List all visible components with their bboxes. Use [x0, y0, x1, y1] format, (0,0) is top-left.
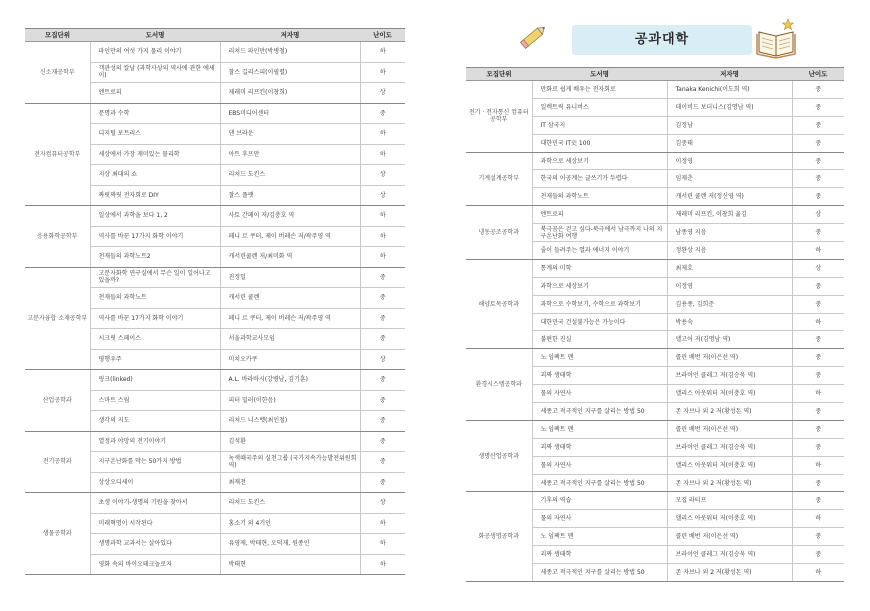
book-cell: 역사를 바꾼 17가지 화학 이야기	[90, 226, 220, 247]
book-cell: 과학으로 세상보기	[532, 152, 667, 170]
level-cell: 하	[792, 510, 844, 528]
level-cell: 중	[360, 370, 405, 391]
page-title: 공과대학	[634, 32, 690, 47]
level-cell: 하	[360, 206, 405, 227]
level-cell: 상	[360, 493, 405, 514]
author-cell: 김용종, 김희준	[667, 295, 792, 313]
page-title-banner	[572, 25, 752, 55]
book-cell: 천재들의 과학노트	[90, 288, 220, 309]
table-row	[25, 103, 405, 124]
author-cell: 브라이언 클레그 저(김승욱 역)	[667, 367, 792, 385]
book-cell: 파인만의 여섯 가지 물리 이야기	[90, 42, 220, 63]
table-row	[25, 267, 405, 288]
level-cell: 중	[360, 308, 405, 329]
level-cell: 하	[360, 554, 405, 575]
dept-cell: 전기 · 전자통신 컴퓨터공학부	[466, 81, 532, 153]
author-cell: 김중태	[667, 134, 792, 152]
level-cell: 중	[792, 528, 844, 546]
level-cell: 중	[360, 103, 405, 124]
dept-cell: 냉동공조공학과	[466, 206, 532, 260]
book-cell: 괴짜 생태학	[532, 367, 667, 385]
table-row	[466, 206, 844, 224]
book-cell: 생명과학 교과서는 살아있다	[90, 534, 220, 555]
level-cell: 중	[792, 116, 844, 134]
author-cell: 찰스 길리스피(이필렬)	[220, 62, 360, 83]
level-cell: 중	[792, 474, 844, 492]
author-cell: 캐서린 쿨렌	[220, 288, 360, 309]
author-cell: 리처드 파인만(박병철)	[220, 42, 360, 63]
book-cell: 노 임팩트 맨	[532, 349, 667, 367]
author-cell: 사토 간페이 저/김충호 역	[220, 206, 360, 227]
author-cell: 앨리스 아웃워터 저(이충호 역)	[667, 385, 792, 403]
book-cell: 과학으로 수학보기, 수학으로 과학보기	[532, 295, 667, 313]
level-cell: 하	[360, 42, 405, 63]
book-cell: 과학으로 세상보기	[532, 277, 667, 295]
level-cell: 중	[792, 295, 844, 313]
author-cell: 제레미 리프킨(이창희)	[220, 83, 360, 104]
level-cell: 중	[792, 152, 844, 170]
book-cell: 물의 자연사	[532, 510, 667, 528]
author-cell: 이정영	[667, 152, 792, 170]
book-cell: 천재들의 과학노트	[532, 188, 667, 206]
level-cell: 하	[792, 456, 844, 474]
level-cell: 중	[360, 472, 405, 493]
table-row	[466, 81, 844, 99]
level-cell: 중	[792, 546, 844, 564]
author-cell: 김석환	[220, 431, 360, 452]
dept-cell: 전자컴퓨터공학부	[25, 103, 90, 206]
level-cell: 하	[792, 385, 844, 403]
level-cell: 하	[792, 313, 844, 331]
book-cell: 세종고 적극적인 지구를 살리는 방법 50	[532, 403, 667, 421]
book-cell: 링크(linked)	[90, 370, 220, 391]
book-cell: 상상오디세이	[90, 472, 220, 493]
author-cell: 리처드 도킨스	[220, 165, 360, 186]
author-cell: 찰스 플랫	[220, 185, 360, 206]
level-cell: 중	[792, 98, 844, 116]
book-cell: 줄이 들려주는 열과 에너지 이야기	[532, 242, 667, 260]
book-cell: 대한민국 건설불가능은 가능이다	[532, 313, 667, 331]
book-cell: 고분자화학 연구실에서 무슨 일이 일어나고 있을까?	[90, 267, 220, 288]
pencil-icon	[516, 20, 550, 54]
book-cell: 노 임팩트 맨	[532, 420, 667, 438]
left-booklist-table	[25, 28, 405, 575]
right-booklist-table	[466, 67, 844, 582]
dept-cell: 산업공학과	[25, 370, 90, 432]
level-cell: 상	[360, 349, 405, 370]
book-cell: 물의 자연사	[532, 456, 667, 474]
header-author: 저자명	[220, 29, 360, 42]
level-cell: 중	[792, 367, 844, 385]
level-cell: 중	[360, 288, 405, 309]
header-level: 난이도	[360, 29, 405, 42]
table-row	[466, 259, 844, 277]
author-cell: 앨리스 아웃워터 저(이충호 역)	[667, 510, 792, 528]
author-cell: 존 자브나 외 2 저(황성돈 역)	[667, 403, 792, 421]
author-cell: 캐서린 쿨렌 저(정신영 역)	[667, 188, 792, 206]
author-cell: 앨리스 아웃워터 저(이충호 역)	[667, 456, 792, 474]
level-cell: 중	[792, 134, 844, 152]
level-cell: 중	[360, 411, 405, 432]
book-cell: 불편한 진실	[532, 331, 667, 349]
book-cell: 지구온난화를 막는 50가지 방법	[90, 452, 220, 473]
table-row	[25, 493, 405, 514]
level-cell: 하	[792, 242, 844, 260]
book-cell: 북극곰은 걷고 싶다-북극에서 남극까지 나의 지구온난화 여행	[532, 224, 667, 242]
level-cell: 하	[360, 144, 405, 165]
level-cell: 하	[360, 247, 405, 268]
author-cell: 서울과학교사모임	[220, 329, 360, 350]
dept-cell: 생명산업공학과	[466, 420, 532, 492]
author-cell: 브라이언 클레그 저(김승욱 역)	[667, 438, 792, 456]
level-cell: 중	[360, 329, 405, 350]
level-cell: 하	[360, 62, 405, 83]
author-cell: 유영제, 박태현, 오덕재, 원종인	[220, 534, 360, 555]
author-cell: 존 자브나 외 2 저(황성돈 역)	[667, 564, 792, 582]
book-cell: 열정과 야망의 전기이야기	[90, 431, 220, 452]
left-table-body	[25, 42, 405, 575]
level-cell: 중	[792, 277, 844, 295]
author-cell: 아트 후프만	[220, 144, 360, 165]
header-dept: 모집단위	[25, 29, 90, 42]
author-cell: 홍소기 외 4기인	[220, 513, 360, 534]
book-cell: 초생 이야기-생명의 기원을 찾아서	[90, 493, 220, 514]
level-cell: 중	[792, 438, 844, 456]
author-cell: 데이비드 보더니스(김명남 역)	[667, 98, 792, 116]
level-cell: 하	[360, 534, 405, 555]
header-author: 저자명	[667, 68, 792, 81]
book-cell: 세종고 적극적인 지구를 살리는 방법 50	[532, 564, 667, 582]
dept-cell: 생물공학과	[25, 493, 90, 575]
dept-cell: 환경시스템공학과	[466, 349, 532, 421]
level-cell: 하	[360, 226, 405, 247]
book-cell: 엔트로피	[532, 206, 667, 224]
table-row	[25, 42, 405, 63]
author-cell: 페니 르 쿠터, 제이 버레슨 저/곽주영 역	[220, 308, 360, 329]
author-cell: 리처드 니스벳(최인철)	[220, 411, 360, 432]
level-cell: 중	[792, 81, 844, 99]
level-cell: 중	[792, 224, 844, 242]
dept-cell: 전기공학과	[25, 431, 90, 493]
header-book: 도서명	[532, 68, 667, 81]
book-cell: 노 임팩트 맨	[532, 528, 667, 546]
level-cell: 상	[792, 206, 844, 224]
book-cell: 미래혁명이 시작된다	[90, 513, 220, 534]
header-level: 난이도	[792, 68, 844, 81]
table-row	[25, 431, 405, 452]
book-cell: IT 삼국지	[532, 116, 667, 134]
level-cell: 중	[792, 403, 844, 421]
right-table-body	[466, 81, 844, 582]
author-cell: Tanaka Kenichi(이도희 역)	[667, 81, 792, 99]
author-cell: 제레미 리프킨, 이창희 옮김	[667, 206, 792, 224]
author-cell: 박태현	[220, 554, 360, 575]
author-cell: 피터 밀러(이한음)	[220, 390, 360, 411]
book-cell: 통계의 미학	[532, 259, 667, 277]
author-cell: A.L. 바라바시(강병남, 김기훈)	[220, 370, 360, 391]
level-cell: 상	[360, 185, 405, 206]
author-cell: 댄 브라운	[220, 124, 360, 145]
author-cell: 임재춘	[667, 170, 792, 188]
level-cell: 중	[792, 420, 844, 438]
book-cell: 생각의 지도	[90, 411, 220, 432]
book-cell: 한국의 이공계는 글쓰기가 두렵다	[532, 170, 667, 188]
book-cell: 일렉트릭 유니버스	[532, 98, 667, 116]
book-cell: 물의 자연사	[532, 385, 667, 403]
book-cell: 기후의 역습	[532, 492, 667, 510]
level-cell: 중	[360, 267, 405, 288]
author-cell: 캐서린쿨렌 저/최미화 역	[220, 247, 360, 268]
author-cell: 콜린 베번 저(이은선 역)	[667, 420, 792, 438]
table-row	[25, 206, 405, 227]
book-cell: 짜릿짜릿 전자회로 DIY	[90, 185, 220, 206]
book-cell: 괴짜 생태학	[532, 438, 667, 456]
book-cell: 대한민국 IT史 100	[532, 134, 667, 152]
author-cell: 페니 르 쿠터, 제이 버레슨 저/곽주영 역	[220, 226, 360, 247]
header-book: 도서명	[90, 29, 220, 42]
open-book-icon	[755, 16, 799, 60]
book-cell: 만화로 쉽게 배우는 전자회로	[532, 81, 667, 99]
dept-cell: 화공생명공학과	[466, 492, 532, 581]
author-cell: 콜린 베번 저(이은선 역)	[667, 349, 792, 367]
level-cell: 중	[360, 431, 405, 452]
book-cell: 디지털 포트리스	[90, 124, 220, 145]
author-cell: 앨고어 저(김명남 역)	[667, 331, 792, 349]
level-cell: 상	[792, 259, 844, 277]
author-cell: 최재천	[220, 472, 360, 493]
book-cell: 시크릿 스페이스	[90, 329, 220, 350]
book-cell: 역사를 바꾼 17가지 화학 이야기	[90, 308, 220, 329]
book-cell: 세종고 적극적인 지구를 살리는 방법 50	[532, 474, 667, 492]
author-cell: 존 자브나 외 2 저(황성돈 역)	[667, 474, 792, 492]
level-cell: 하	[360, 513, 405, 534]
book-cell: 괴짜 생태학	[532, 546, 667, 564]
table-row	[466, 349, 844, 367]
table-row	[466, 492, 844, 510]
level-cell: 상	[360, 165, 405, 186]
author-cell: 정완상 지음	[667, 242, 792, 260]
author-cell: 진정일	[220, 267, 360, 288]
dept-cell: 해양토목공학과	[466, 259, 532, 348]
level-cell: 중	[360, 390, 405, 411]
author-cell: 김정남	[667, 116, 792, 134]
author-cell: 리처드 도킨스	[220, 493, 360, 514]
level-cell: 상	[360, 83, 405, 104]
dept-cell: 신소재공학부	[25, 42, 90, 104]
book-cell: 지상 최대의 쇼	[90, 165, 220, 186]
level-cell: 하	[360, 124, 405, 145]
level-cell: 중	[792, 349, 844, 367]
author-cell: 박용숙	[667, 313, 792, 331]
author-cell: 미치오카쿠	[220, 349, 360, 370]
book-cell: 엔트로피	[90, 83, 220, 104]
author-cell: 콜린 베번 저(이은선 역)	[667, 528, 792, 546]
table-row	[466, 420, 844, 438]
author-cell: 남종영 지음	[667, 224, 792, 242]
book-cell: 일상에서 과학을 보다 1, 2	[90, 206, 220, 227]
dept-cell: 응용화학공학부	[25, 206, 90, 268]
level-cell: 중	[792, 492, 844, 510]
author-cell: 최제호	[667, 259, 792, 277]
author-cell: EBS미디어센터	[220, 103, 360, 124]
author-cell: 이정영	[667, 277, 792, 295]
book-cell: 객관성의 칼날 (과학사상의 역사에 관한 에세이)	[90, 62, 220, 83]
level-cell: 중	[360, 452, 405, 473]
book-cell: 평행우주	[90, 349, 220, 370]
author-cell: 녹색때국주의 실천그룹 (국가지속가능발전위원회 역)	[220, 452, 360, 473]
book-cell: 천재들의 과학노트2	[90, 247, 220, 268]
dept-cell: 고분자융합 소재공학부	[25, 267, 90, 370]
book-cell: 스마트 스웜	[90, 390, 220, 411]
header-dept: 모집단위	[466, 68, 532, 81]
dept-cell: 기계설계공학부	[466, 152, 532, 206]
book-cell: 영화 속의 바이오테크놀로지	[90, 554, 220, 575]
book-cell: 문명과 수학	[90, 103, 220, 124]
level-cell: 하	[792, 564, 844, 582]
book-cell: 세상에서 가장 재미있는 물리학	[90, 144, 220, 165]
level-cell: 중	[792, 331, 844, 349]
table-row	[466, 152, 844, 170]
level-cell: 중	[792, 188, 844, 206]
table-row	[25, 370, 405, 391]
author-cell: 브라이언 클레그 저(김승욱 역)	[667, 546, 792, 564]
level-cell: 중	[792, 170, 844, 188]
author-cell: 모집 라티프	[667, 492, 792, 510]
